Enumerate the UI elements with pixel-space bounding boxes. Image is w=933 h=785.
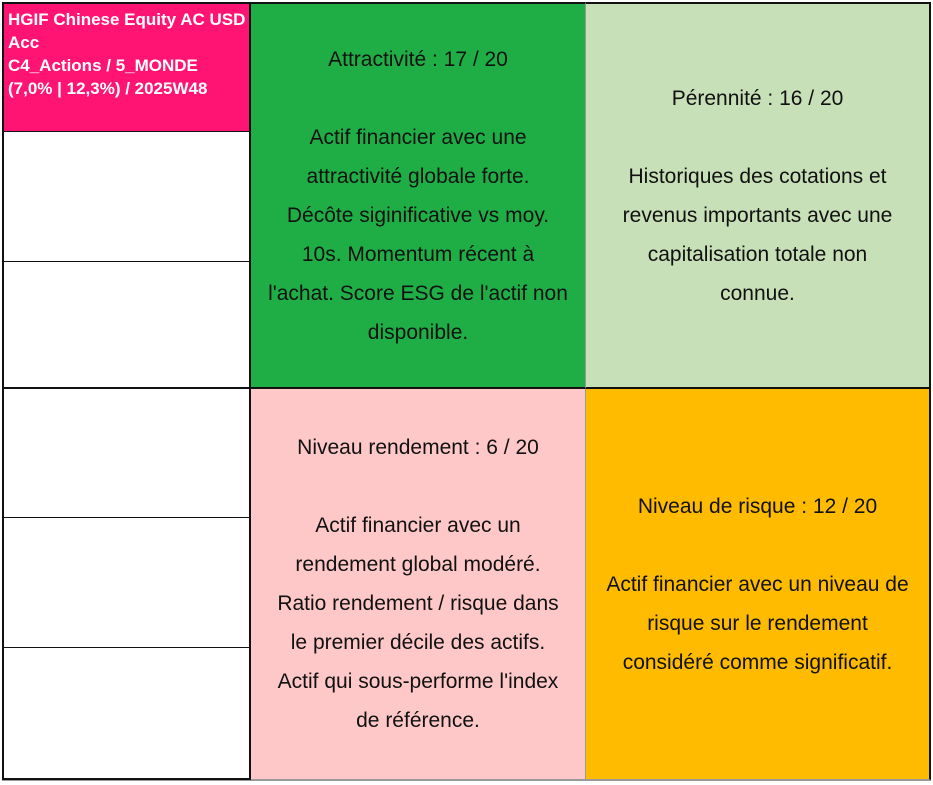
empty-cell [4, 518, 249, 648]
attractivite-text-line: attractivité globale forte. [306, 164, 530, 188]
fund-title-line: Acc [8, 33, 40, 52]
perennite-text-line: capitalisation totale non [647, 242, 868, 266]
fund-title-line: HGIF Chinese Equity AC USD [8, 10, 246, 29]
perennite-card [586, 2, 931, 389]
fund-title-cell [4, 4, 249, 132]
attractivite-text-line: Actif financier avec une [309, 125, 527, 149]
empty-cell [4, 389, 249, 518]
empty-cell [4, 262, 249, 387]
risque-text-line: considéré comme significatif. [622, 650, 893, 674]
attractivite-text-line: Décôte siginificative vs moy. [286, 203, 550, 227]
fund-category-line: C4_Actions / 5_MONDE [8, 56, 198, 75]
perennite-text-line: connue. [720, 281, 795, 305]
rendement-text-line: Ratio rendement / risque dans [277, 592, 559, 615]
rendement-text-line: Actif qui sous-performe l'index [277, 670, 559, 693]
scorecard-grid [2, 2, 931, 780]
perennite-text-line: revenus importants avec une [622, 203, 893, 227]
attractivite-text-line: l'achat. Score ESG de l'actif non [268, 281, 568, 305]
fund-stats-line: (7,0% | 12,3%) / 2025W48 [8, 79, 208, 98]
attractivite-text-line: 10s. Momentum récent à [301, 242, 535, 266]
left-column-top [2, 2, 251, 389]
risque-text-line: Actif financier avec un niveau de [606, 572, 909, 596]
rendement-card [251, 389, 586, 780]
attractivite-heading: Attractivité : 17 / 20 [328, 47, 508, 71]
empty-cell [4, 648, 249, 778]
risque-text-line: risque sur le rendement [647, 611, 868, 635]
risque-heading: Niveau de risque : 12 / 20 [637, 494, 878, 518]
attractivite-card [251, 2, 586, 389]
rendement-heading: Niveau rendement : 6 / 20 [297, 436, 539, 459]
rendement-text-line: Actif financier avec un [315, 514, 521, 537]
risque-card [586, 389, 931, 780]
rendement-text-line: rendement global modéré. [295, 553, 541, 576]
perennite-text-line: Historiques des cotations et [628, 164, 887, 188]
perennite-heading: Pérennité : 16 / 20 [671, 86, 844, 110]
rendement-text-line: le premier décile des actifs. [290, 631, 546, 654]
bottom-divider [2, 780, 931, 781]
attractivite-text-line: disponible. [367, 320, 469, 344]
left-column-bottom [2, 389, 251, 780]
rendement-text-line: de référence. [356, 709, 480, 732]
empty-cell [4, 132, 249, 262]
